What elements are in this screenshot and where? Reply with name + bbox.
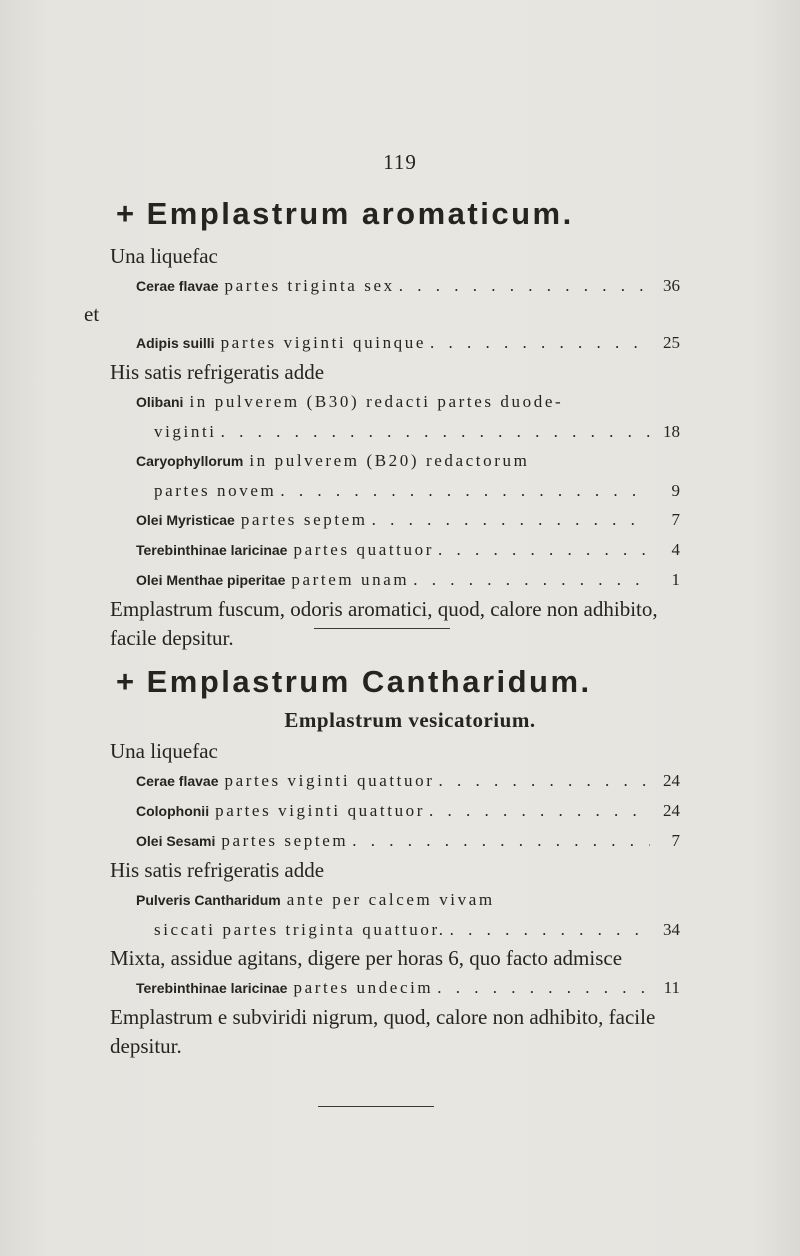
ingredient-name: Pulveris Cantharidum xyxy=(136,892,281,908)
leader-dots xyxy=(430,328,650,357)
closing-paragraph: Emplastrum fuscum, odoris aromatici, quod, calore non adhibito, facile depsitur. xyxy=(110,597,658,650)
et-word: et xyxy=(84,302,100,326)
ingredient-text: partem unam xyxy=(291,570,410,589)
section-divider xyxy=(314,628,450,629)
ingredient-text: partes triginta sex xyxy=(224,276,395,295)
leader-dots xyxy=(221,417,650,446)
leader-dots xyxy=(280,476,650,505)
leader-dots xyxy=(437,973,650,1002)
intro-line: Una liquefac xyxy=(110,739,218,763)
ingredient-text: partes quattuor xyxy=(293,540,434,559)
instruction-line: His satis refrigeratis adde xyxy=(110,360,325,384)
ingredient-qty: 1 xyxy=(671,570,680,589)
ingredient-qty: 34 xyxy=(663,920,680,939)
ingredient-row-continued xyxy=(110,915,680,944)
ingredient-qty: 18 xyxy=(663,422,680,441)
instruction-paragraph: Mixta, assidue agitans, digere per horas 6, quo facto admisce xyxy=(110,946,623,970)
cross-mark: + xyxy=(116,196,137,231)
ingredient-name: Colophonii xyxy=(136,803,210,819)
section-emplastrum-aromaticum xyxy=(84,196,680,653)
ingredient-row xyxy=(110,535,680,565)
ingredient-name: Olei Sesami xyxy=(136,833,216,849)
intro-line: Una liquefac xyxy=(110,244,218,268)
ingredient-name: Cerae flavae xyxy=(136,278,219,294)
section-title xyxy=(110,664,680,700)
ingredient-row xyxy=(110,387,680,417)
ingredient-text: partes undecim xyxy=(293,978,434,997)
ingredient-qty: 24 xyxy=(663,771,680,790)
leader-dots xyxy=(438,766,650,795)
closing-paragraph: Emplastrum e subviridi nigrum, quod, calore non adhibito, facile depsitur. xyxy=(110,1005,656,1058)
ingredient-row-continued xyxy=(110,417,680,446)
ingredient-text: viginti xyxy=(154,422,217,441)
ingredient-text: partes viginti quinque xyxy=(220,333,427,352)
section-subtitle: Emplastrum vesicatorium. xyxy=(284,708,536,732)
ingredient-row xyxy=(110,328,680,358)
leader-dots xyxy=(429,796,650,825)
ingredient-name: Cerae flavae xyxy=(136,773,219,789)
ingredient-row xyxy=(110,565,680,595)
ingredient-name: Olibani xyxy=(136,394,184,410)
ingredient-row xyxy=(110,973,680,1003)
leader-dots xyxy=(352,826,650,855)
instruction-line: His satis refrigeratis adde xyxy=(110,858,325,882)
ingredient-name: Caryophyllorum xyxy=(136,453,244,469)
ingredient-text: partes septem xyxy=(221,831,349,850)
ingredient-text: partes septem xyxy=(240,510,368,529)
ingredient-row xyxy=(110,796,680,826)
ingredient-row xyxy=(110,885,680,915)
ingredient-qty: 7 xyxy=(671,831,680,850)
ingredient-qty: 11 xyxy=(663,978,680,997)
ingredient-text: partes viginti quattuor xyxy=(215,801,426,820)
ingredient-name: Terebinthinae laricinae xyxy=(136,980,288,996)
ingredient-text: in pulverem (B20) redactorum xyxy=(249,451,530,470)
leader-dots xyxy=(450,915,650,944)
section-divider xyxy=(318,1106,434,1107)
ingredient-qty: 24 xyxy=(663,801,680,820)
ingredient-row xyxy=(110,766,680,796)
ingredient-row xyxy=(110,446,680,476)
cross-mark: + xyxy=(116,664,137,699)
ingredient-name: Olei Myristicae xyxy=(136,512,235,528)
ingredient-row xyxy=(110,505,680,535)
section-emplastrum-cantharidum xyxy=(110,664,680,1061)
leader-dots xyxy=(438,535,650,564)
ingredient-text: siccati partes triginta quattuor. xyxy=(154,920,446,939)
ingredient-qty: 25 xyxy=(663,333,680,352)
leader-dots xyxy=(399,271,650,300)
ingredient-name: Adipis suilli xyxy=(136,335,215,351)
ingredient-qty: 4 xyxy=(671,540,680,559)
page-number: 119 xyxy=(383,150,417,174)
ingredient-qty: 9 xyxy=(671,481,680,500)
title-text: Emplastrum Cantharidum. xyxy=(146,664,592,699)
section-title xyxy=(110,196,680,232)
ingredient-qty: 36 xyxy=(663,276,680,295)
ingredient-row xyxy=(110,826,680,856)
ingredient-row-continued xyxy=(110,476,680,505)
leader-dots xyxy=(413,565,650,594)
ingredient-text: ante per calcem vivam xyxy=(286,890,495,909)
ingredient-qty: 7 xyxy=(671,510,680,529)
ingredient-name: Terebinthinae laricinae xyxy=(136,542,288,558)
title-text: Emplastrum aromaticum. xyxy=(146,196,574,231)
ingredient-text: partes novem xyxy=(154,481,277,500)
leader-dots xyxy=(372,505,650,534)
ingredient-name: Olei Menthae piperitae xyxy=(136,572,286,588)
ingredient-row xyxy=(110,271,680,301)
ingredient-text: partes viginti quattuor xyxy=(224,771,435,790)
ingredient-text: in pulverem (B30) redacti partes duode- xyxy=(189,392,564,411)
